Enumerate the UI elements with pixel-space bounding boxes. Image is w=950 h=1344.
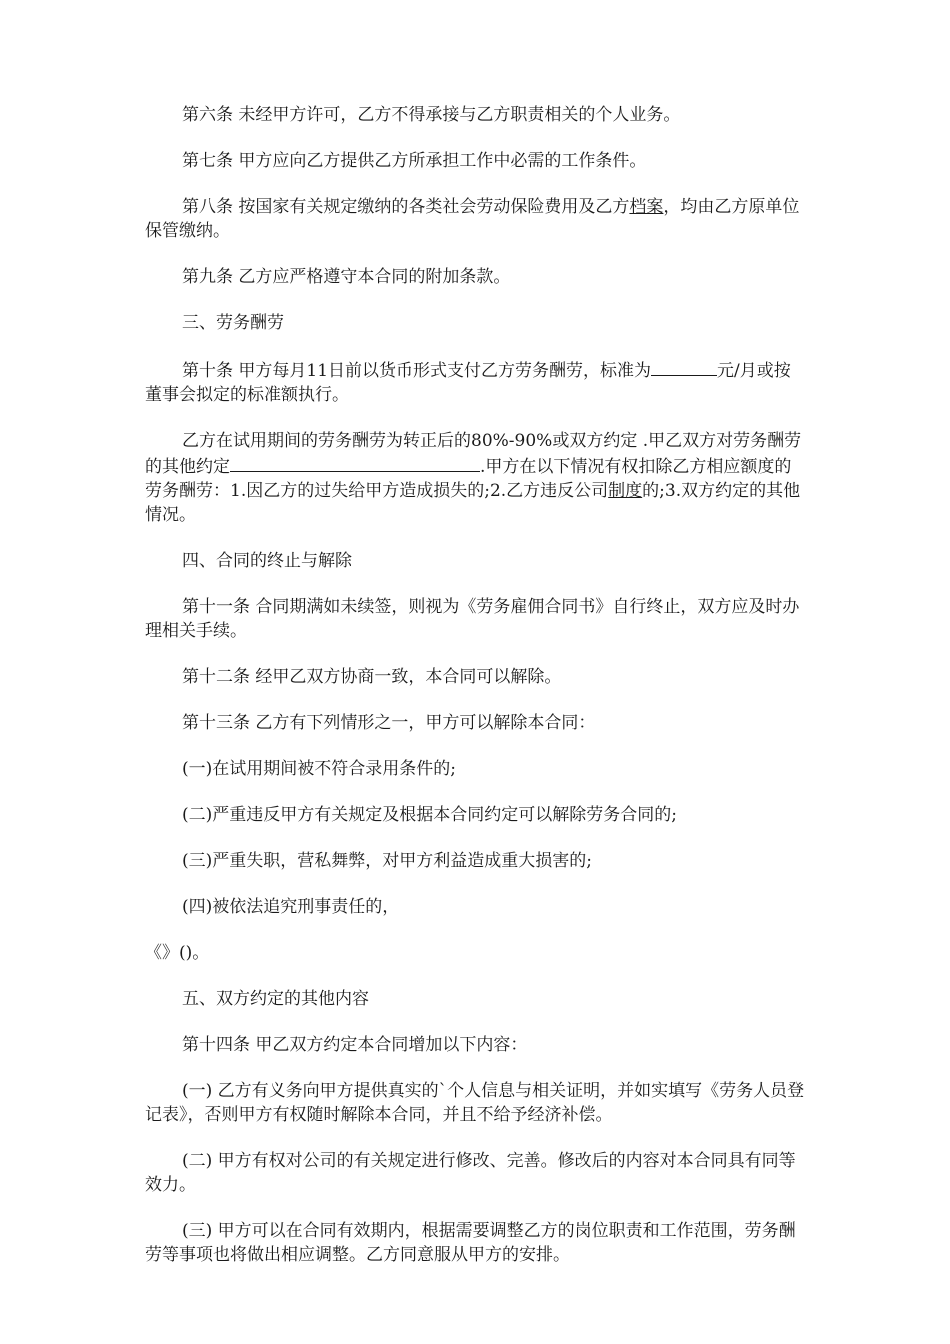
article-9: 第九条 乙方应严格遵守本合同的附加条款。 (182, 267, 511, 287)
bracket-line: 《》()。 (145, 943, 210, 963)
article-14: 第十四条 甲乙双方约定本合同增加以下内容： (182, 1035, 528, 1055)
other-agreement-blank (230, 453, 480, 472)
section-5-heading: 五、双方约定的其他内容 (182, 989, 369, 1009)
article-12: 第十二条 经甲乙双方协商一致，本合同可以解除。 (182, 667, 562, 687)
salary-blank (651, 357, 717, 376)
probation-text: 乙方在试用期间的劳务酬劳为转正后的80%-90%或双方约定 .甲乙双方对劳务酬劳的其他约定 (145, 431, 802, 477)
article-8-text-end: ，均由乙方原单位保管缴纳。 (145, 197, 800, 241)
article-13: 第十三条 乙方有下列情形之一，甲方可以解除本合同： (182, 713, 596, 733)
archive-link[interactable]: 档案 (629, 197, 664, 217)
clause-3: (三) 甲方可以在合同有效期内，根据需要调整乙方的岗位职责和工作范围，劳务酬劳等事项也将做出相应调整。乙方同意服从甲方的安排。 (145, 1221, 796, 1265)
item-3: (三)严重失职，营私舞弊，对甲方利益造成重大损害的; (182, 851, 592, 871)
deduction-text: .甲方在以下情况有权扣除乙方相应额度的劳务酬劳：1.因乙方的过失给甲方造成损失的;2.乙方违反公司 (145, 457, 792, 501)
article-8-text: 第八条 按国家有关规定缴纳的各类社会劳动保险费用及乙方 (182, 197, 630, 217)
deduction-text-end: 的;3.双方约定的其他情况。 (145, 481, 801, 525)
item-2: (二)严重违反甲方有关规定及根据本合同约定可以解除劳务合同的; (182, 805, 677, 825)
clause-1: (一) 乙方有义务向甲方提供真实的`个人信息与相关证明，并如实填写《劳务人员登记表》，否则甲方有权随时解除本合同，并且不给予经济补偿。 (145, 1081, 805, 1125)
section-4-heading: 四、合同的终止与解除 (182, 551, 352, 571)
article-8 (145, 195, 805, 243)
section-3-heading: 三、劳务酬劳 (182, 313, 284, 333)
article-11: 第十一条 合同期满如未续签，则视为《劳务雇佣合同书》自行终止，双方应及时办理相关手续。 (145, 597, 800, 641)
item-4: (四)被依法追究刑事责任的， (182, 897, 400, 917)
item-1: (一)在试用期间被不符合录用条件的; (182, 759, 456, 779)
article-10-text: 第十条 甲方每月11日前以货币形式支付乙方劳务酬劳，标准为 (182, 361, 652, 381)
article-6: 第六条 未经甲方许可，乙方不得承接与乙方职责相关的个人业务。 (182, 105, 681, 125)
article-10 (145, 357, 805, 407)
article-10-text-end: 元/月或按董事会拟定的标准额执行。 (145, 361, 791, 405)
probation-salary-paragraph (145, 429, 805, 527)
clause-2: (二) 甲方有权对公司的有关规定进行修改、完善。修改后的内容对本合同具有同等效力。 (145, 1151, 796, 1195)
system-link[interactable]: 制度 (608, 481, 643, 501)
article-7: 第七条 甲方应向乙方提供乙方所承担工作中必需的工作条件。 (182, 151, 647, 171)
document-page (145, 103, 805, 1267)
